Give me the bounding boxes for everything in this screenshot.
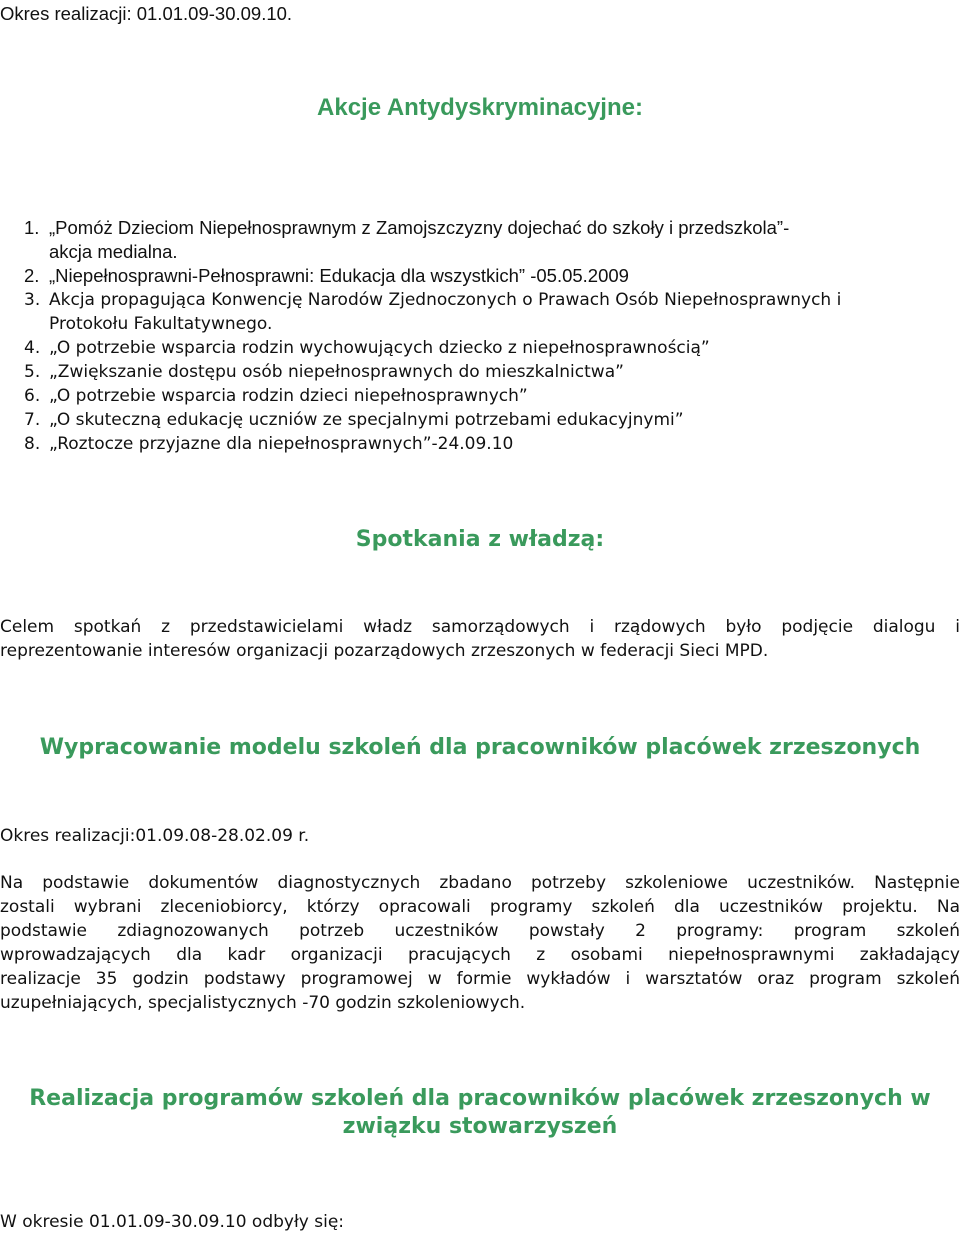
- meetings-paragraph: [0, 615, 960, 663]
- list-item: [0, 432, 960, 456]
- list-item-text: Akcja propagująca Konwencję Narodów Zjednoczonych o Prawach Osób Niepełnosprawnych i: [49, 290, 842, 310]
- list-item-number: 3.: [24, 290, 41, 310]
- heading-training-model: Wypracowanie modelu szkoleń dla pracowników placówek zrzeszonych: [39, 735, 921, 760]
- heading-training-realization-line2: związku stowarzyszeń: [342, 1114, 618, 1139]
- paragraph-line: uzupełniających, specjalistycznych -70 godzin szkoleniowych.: [0, 993, 526, 1013]
- training-period-text: Okres realizacji:01.09.08-28.02.09 r.: [0, 826, 310, 846]
- list-item-number: 6.: [24, 386, 41, 406]
- list-item-text: akcja medialna.: [49, 241, 178, 262]
- list-item-number: 8.: [24, 434, 41, 454]
- list-item-number: 2.: [24, 265, 40, 286]
- list-item-text: „O potrzebie wsparcia rodzin dzieci niepełnosprawnych”: [49, 386, 528, 406]
- list-item: [0, 264, 960, 288]
- list-item: [0, 408, 960, 432]
- list-item-text: „Roztocze przyjazne dla niepełnosprawnych”-24.09.10: [49, 434, 514, 454]
- training-paragraph: [0, 871, 960, 1015]
- list-item-continuation: [0, 312, 960, 336]
- list-item-text: „Niepełnosprawni-Pełnosprawni: Edukacja dla wszystkich” -05.05.2009: [49, 265, 629, 286]
- heading-meetings-with-authorities: Spotkania z władzą:: [355, 527, 605, 552]
- list-item-text: „Zwiększanie dostępu osób niepełnosprawnych do mieszkalnictwa”: [49, 362, 624, 382]
- paragraph-line: Na podstawie dokumentów diagnostycznych zbadano potrzeby szkoleniowe uczestników. Następnie: [0, 873, 960, 893]
- list-item-text: Protokołu Fakultatywnego.: [49, 314, 273, 334]
- paragraph-line: wprowadzających dla kadr organizacji pracujących z osobami niepełnosprawnymi zakładający: [0, 945, 960, 965]
- heading-anti-discrimination: Akcje Antydyskryminacyjne:: [317, 94, 643, 121]
- list-item-continuation: [0, 240, 960, 264]
- paragraph-line: Celem spotkań z przedstawicielami władz samorządowych i rządowych było podjęcie dialogu i: [0, 617, 960, 637]
- list-item-number: 1.: [24, 217, 40, 238]
- list-item: [0, 360, 960, 384]
- list-item: [0, 216, 960, 240]
- list-item: [0, 384, 960, 408]
- paragraph-line: realizacje 35 godzin podstawy programowej w formie wykładów i warsztatów oraz program szkoleń: [0, 969, 960, 989]
- intro-period-text: Okres realizacji: 01.01.09-30.09.10.: [0, 3, 293, 24]
- paragraph-line: zostali wybrani zleceniobiorcy, którzy opracowali programy szkoleń dla uczestników projektu. Na: [0, 897, 960, 917]
- list-item-number: 4.: [24, 338, 41, 358]
- list-item: [0, 336, 960, 360]
- footer-period-text: W okresie 01.01.09-30.09.10 odbyły się:: [0, 1212, 345, 1232]
- heading-training-realization-line1: Realizacja programów szkoleń dla pracowników placówek zrzeszonych w: [29, 1086, 931, 1111]
- paragraph-line: reprezentowanie interesów organizacji pozarządowych zrzeszonych w federacji Sieci MPD.: [0, 641, 769, 661]
- list-item: [0, 288, 960, 312]
- list-item-number: 5.: [24, 362, 41, 382]
- list-item-text: „Pomóż Dzieciom Niepełnosprawnym z Zamojszczyzny dojechać do szkoły i przedszkola”-: [49, 217, 790, 238]
- anti-discrimination-list: [0, 216, 960, 456]
- list-item-text: „O potrzebie wsparcia rodzin wychowujących dziecko z niepełnosprawnością”: [49, 338, 710, 358]
- paragraph-line: podstawie zdiagnozowanych potrzeb uczestników powstały 2 programy: program szkoleń: [0, 921, 960, 941]
- list-item-text: „O skuteczną edukację uczniów ze specjalnymi potrzebami edukacyjnymi”: [49, 410, 684, 430]
- list-item-number: 7.: [24, 410, 41, 430]
